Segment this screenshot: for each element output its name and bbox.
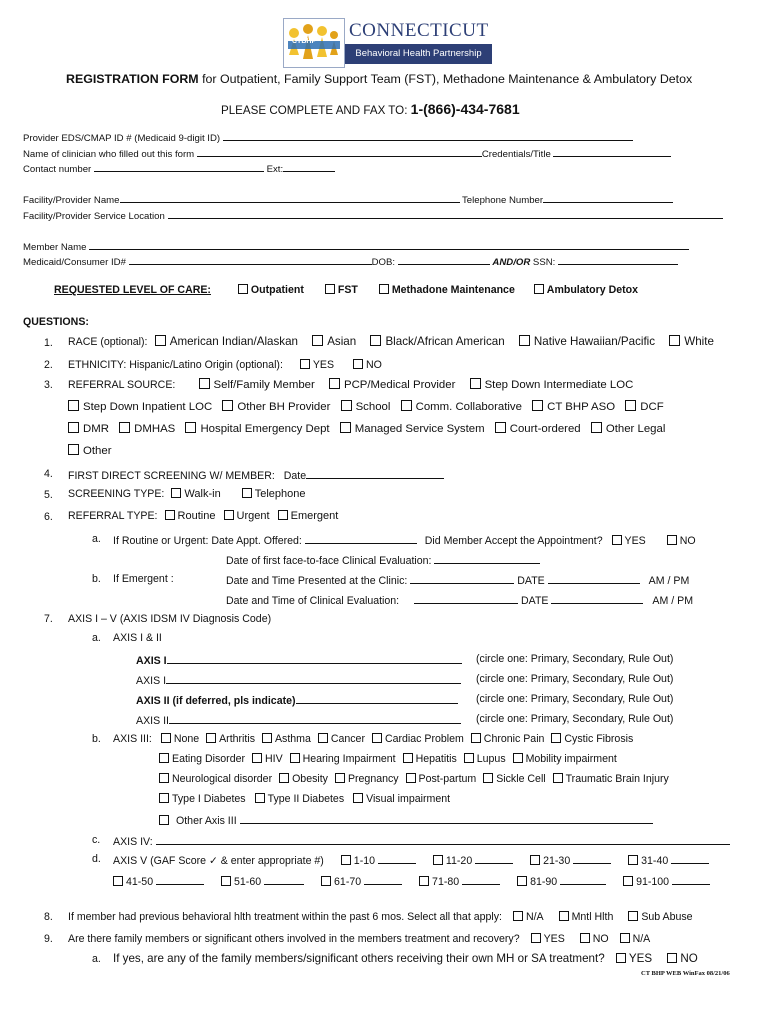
q6b-label: If Emergent :	[113, 573, 174, 585]
eval-date-field[interactable]	[551, 593, 643, 604]
q9a-row	[113, 952, 698, 965]
referral-school[interactable]: School	[341, 401, 391, 413]
q7b-letter: b.	[92, 733, 101, 745]
logo	[283, 18, 492, 66]
accept-appt-label: Did Member Accept the Appointment?	[424, 535, 603, 547]
axis3-row3	[159, 773, 669, 785]
checkbox-icon[interactable]	[159, 815, 169, 825]
checkbox-icon[interactable]	[401, 400, 412, 411]
axis5-row1	[113, 853, 709, 867]
checkbox-icon[interactable]	[559, 911, 569, 921]
medicaid-label: Medicaid/Consumer ID#	[23, 257, 126, 268]
checkbox-icon[interactable]	[353, 793, 363, 803]
ssn-label: SSN:	[532, 257, 556, 268]
gaf-option[interactable]: 31-40	[628, 855, 709, 867]
checkbox-icon[interactable]	[221, 876, 231, 886]
axis3-row4	[159, 793, 450, 805]
axis3-option[interactable]: HIV	[252, 753, 283, 765]
q7d-letter: d.	[92, 853, 101, 865]
service-location-field[interactable]	[168, 208, 723, 219]
referral-ctbhp-aso[interactable]: CT BHP ASO	[532, 401, 615, 413]
form-title	[66, 72, 692, 86]
family-no[interactable]: NO	[580, 933, 609, 945]
checkbox-icon[interactable]	[667, 535, 677, 545]
referral-stepdown-intermediate[interactable]: Step Down Intermediate LOC	[470, 379, 634, 391]
appt-offered-field[interactable]	[305, 533, 417, 544]
q6-num: 6.	[44, 511, 53, 523]
checkbox-icon[interactable]	[616, 953, 626, 963]
race-native-hawaiian[interactable]: Native Hawaiian/Pacific	[519, 335, 655, 348]
axis3-option[interactable]: Mobility impairment	[513, 753, 617, 765]
axis4-label: AXIS IV:	[113, 836, 153, 848]
checkbox-icon[interactable]	[242, 488, 252, 498]
q9-row	[68, 933, 650, 945]
presented-label: Date and Time Presented at the Clinic:	[226, 575, 408, 587]
loc-methadone[interactable]: Methadone Maintenance	[379, 284, 515, 296]
checkbox-icon[interactable]	[513, 911, 523, 921]
ssn-field[interactable]	[558, 254, 678, 265]
checkbox-icon[interactable]	[341, 400, 352, 411]
axis-row-field[interactable]	[296, 693, 458, 704]
checkbox-icon[interactable]	[372, 733, 382, 743]
checkbox-icon[interactable]	[159, 753, 169, 763]
axis3-option[interactable]: Type II Diabetes	[255, 793, 345, 805]
axis-row-field[interactable]	[167, 653, 462, 664]
checkbox-icon[interactable]	[199, 378, 210, 389]
axis-row-label: AXIS II (if deferred, pls indicate)	[136, 695, 296, 707]
q7a-letter: a.	[92, 632, 101, 644]
presented-ampm[interactable]: AM / PM	[648, 575, 690, 587]
questions-heading: QUESTIONS:	[23, 316, 89, 328]
axis3-option[interactable]: Sickle Cell	[483, 773, 545, 785]
referral-other-legal[interactable]: Other Legal	[591, 423, 666, 435]
clinician-field[interactable]	[197, 146, 482, 157]
first-eval-label: Date of first face-to-face Clinical Evaluation:	[226, 555, 432, 567]
checkbox-icon[interactable]	[612, 535, 622, 545]
checkbox-icon[interactable]	[495, 422, 506, 433]
q7a-label: AXIS I & II	[113, 632, 162, 644]
credentials-field[interactable]	[553, 146, 671, 157]
axis3-option[interactable]: Obesity	[279, 773, 328, 785]
checkbox-icon[interactable]	[252, 753, 262, 763]
checkbox-icon[interactable]	[68, 422, 79, 433]
presented-time-field[interactable]	[410, 573, 514, 584]
clinician-label: Name of clinician who filled out this form	[23, 149, 195, 160]
checkbox-icon[interactable]	[255, 793, 265, 803]
checkbox-icon[interactable]	[321, 876, 331, 886]
gaf-option[interactable]: 81-90	[517, 876, 606, 888]
checkbox-icon[interactable]	[419, 876, 429, 886]
q6a-letter: a.	[92, 533, 101, 545]
family-tx-yes[interactable]: YES	[616, 952, 652, 965]
checkbox-icon[interactable]	[464, 753, 474, 763]
loc-fst[interactable]: FST	[325, 284, 358, 296]
checkbox-icon[interactable]	[185, 422, 196, 433]
checkbox-icon[interactable]	[159, 793, 169, 803]
ext-label: Ext:	[266, 164, 284, 175]
axis-row-field[interactable]	[166, 673, 461, 684]
prev-tx-mntl-hlth[interactable]: Mntl Hlth	[559, 911, 614, 923]
gaf-option[interactable]: 61-70	[321, 876, 402, 888]
axis-circle-one[interactable]: (circle one: Primary, Secondary, Rule Out)	[476, 673, 674, 685]
checkbox-icon[interactable]	[519, 335, 530, 346]
axis3-row1	[113, 733, 633, 745]
axis3-option[interactable]: Traumatic Brain Injury	[553, 773, 669, 785]
q3-row2	[68, 400, 664, 413]
loc-ambulatory-detox[interactable]: Ambulatory Detox	[534, 284, 638, 296]
loc-outpatient[interactable]: Outpatient	[238, 284, 304, 296]
checkbox-icon[interactable]	[238, 284, 248, 294]
screening-date-field[interactable]	[306, 468, 444, 479]
axis3-option[interactable]: Post-partum	[406, 773, 477, 785]
checkbox-icon[interactable]	[155, 335, 166, 346]
referral-stepdown-inpatient[interactable]: Step Down Inpatient LOC	[68, 401, 212, 413]
axis5-label: AXIS V (GAF Score ✓ & enter appropriate #)	[113, 855, 324, 867]
checkbox-icon[interactable]	[379, 284, 389, 294]
axis-row-field[interactable]	[169, 713, 461, 724]
checkbox-icon[interactable]	[517, 876, 527, 886]
axis3-option[interactable]: Visual impairment	[353, 793, 450, 805]
race-asian[interactable]: Asian	[312, 335, 356, 348]
ethnicity-no[interactable]: NO	[353, 359, 382, 371]
ethnicity-yes[interactable]: YES	[300, 359, 334, 371]
referral-self[interactable]: Self/Family Member	[199, 379, 315, 391]
q5-row	[68, 488, 306, 500]
gaf-option[interactable]: 11-20	[433, 855, 513, 867]
q5-num: 5.	[44, 489, 53, 501]
axis-row	[136, 713, 461, 727]
q5-label: SCREENING TYPE:	[68, 488, 165, 500]
axis-row-label: AXIS I	[136, 675, 167, 687]
provider-id-label: Provider EDS/CMAP ID # (Medicaid 9-digit ID)	[23, 133, 221, 144]
q8-row	[68, 911, 693, 923]
gaf-option[interactable]: 91-100	[623, 876, 710, 888]
referral-court-ordered[interactable]: Court-ordered	[495, 423, 581, 435]
checkbox-icon[interactable]	[119, 422, 130, 433]
screening-telephone[interactable]: Telephone	[242, 488, 306, 500]
facility-name-label: Facility/Provider Name	[23, 195, 120, 206]
axis4-field[interactable]	[156, 834, 730, 845]
axis3-option[interactable]: Lupus	[464, 753, 506, 765]
checkbox-icon[interactable]	[513, 753, 523, 763]
q9a-letter: a.	[92, 953, 101, 965]
checkbox-icon[interactable]	[325, 284, 335, 294]
checkbox-icon[interactable]	[318, 733, 328, 743]
checkbox-icon[interactable]	[406, 773, 416, 783]
q9-label: Are there family members or significant others involved in the members treatment and recovery?	[68, 933, 520, 945]
q7-label: AXIS I – V (AXIS IDSM IV Diagnosis Code)	[68, 613, 272, 625]
referral-other-bh[interactable]: Other BH Provider	[222, 401, 330, 413]
checkbox-icon[interactable]	[206, 733, 216, 743]
checkbox-icon[interactable]	[483, 773, 493, 783]
checkbox-icon[interactable]	[471, 733, 481, 743]
contact-field[interactable]	[94, 161, 264, 172]
q1-num: 1.	[44, 337, 53, 349]
q6b-letter: b.	[92, 573, 101, 585]
checkbox-icon[interactable]	[279, 773, 289, 783]
appt-offered-label: Date Appt. Offered:	[211, 535, 302, 547]
logo-title: CONNECTICUT	[349, 20, 489, 41]
gaf-option[interactable]: 1-10	[341, 855, 416, 867]
q8-label: If member had previous behavioral hlth treatment within the past 6 mos. Select all that apply:	[68, 911, 502, 923]
q3-row1	[68, 378, 633, 391]
axis3-option[interactable]: Asthma	[262, 733, 311, 745]
level-of-care-row	[54, 284, 638, 296]
presented-row	[226, 573, 689, 587]
axis-circle-one[interactable]: (circle one: Primary, Secondary, Rule Out)	[476, 693, 674, 705]
axis3-other-field[interactable]	[240, 813, 653, 824]
checkbox-icon[interactable]	[171, 488, 181, 498]
facility-name-field[interactable]	[120, 192, 460, 203]
q6a-row	[113, 533, 696, 547]
axis3-option[interactable]: Arthritis	[206, 733, 255, 745]
first-eval-row	[226, 553, 540, 567]
axis-row	[136, 693, 458, 707]
screening-walk-in[interactable]: Walk-in	[171, 488, 220, 500]
checkbox-icon[interactable]	[531, 933, 541, 943]
checkbox-icon[interactable]	[278, 510, 288, 520]
checkbox-icon[interactable]	[553, 773, 563, 783]
footer-code: CT BHP WEB WinFax 08/21/06	[641, 970, 730, 977]
axis3-option[interactable]: Cardiac Problem	[372, 733, 464, 745]
telephone-label: Telephone Number	[462, 195, 544, 206]
contact-label: Contact number	[23, 164, 92, 175]
gaf-option[interactable]: 41-50	[113, 876, 204, 888]
checkbox-icon[interactable]	[300, 359, 310, 369]
axis3-row5	[159, 813, 653, 827]
q7-num: 7.	[44, 613, 53, 625]
race-white[interactable]: White	[669, 335, 714, 348]
checkbox-icon[interactable]	[530, 855, 540, 865]
accept-yes[interactable]: YES	[612, 535, 646, 547]
referral-managed-service[interactable]: Managed Service System	[340, 423, 485, 435]
q1-label: RACE (optional):	[68, 336, 148, 348]
checkbox-icon[interactable]	[161, 733, 171, 743]
service-location-label: Facility/Provider Service Location	[23, 211, 165, 222]
q3-label: REFERRAL SOURCE:	[68, 379, 176, 391]
checkbox-icon[interactable]	[335, 773, 345, 783]
gaf-option[interactable]: 71-80	[419, 876, 500, 888]
logo-subtitle: Behavioral Health Partnership	[345, 44, 492, 64]
checkbox-icon[interactable]	[580, 933, 590, 943]
andor-label: AND/OR	[492, 257, 531, 268]
q4-row	[68, 468, 444, 482]
provider-id-row	[23, 130, 633, 144]
member-name-label: Member Name	[23, 242, 87, 253]
checkbox-icon[interactable]	[68, 400, 79, 411]
member-name-field[interactable]	[89, 239, 689, 250]
referral-comm-collaborative[interactable]: Comm. Collaborative	[401, 401, 522, 413]
q3-row4	[68, 444, 112, 457]
axis5-row2	[113, 874, 710, 888]
checkbox-icon[interactable]	[312, 335, 323, 346]
medicaid-field[interactable]	[129, 254, 372, 265]
checkbox-icon[interactable]	[667, 953, 677, 963]
axis3-option[interactable]: None	[161, 733, 199, 745]
fax-number: 1-(866)-434-7681	[410, 101, 520, 117]
q3-row3	[68, 422, 665, 435]
level-of-care-label: REQUESTED LEVEL OF CARE:	[54, 284, 211, 296]
axis3-option[interactable]: Eating Disorder	[159, 753, 245, 765]
gaf-option[interactable]: 21-30	[530, 855, 611, 867]
family-yes[interactable]: YES	[531, 933, 565, 945]
checkbox-icon[interactable]	[262, 733, 272, 743]
member-name-row	[23, 239, 689, 253]
q4-label: FIRST DIRECT SCREENING W/ MEMBER:	[68, 470, 275, 482]
axis-row-label: AXIS II	[136, 715, 169, 727]
axis-circle-one[interactable]: (circle one: Primary, Secondary, Rule Out)	[476, 653, 674, 665]
axis4-row	[113, 834, 730, 848]
checkbox-icon[interactable]	[159, 773, 169, 783]
checkbox-icon[interactable]	[669, 335, 680, 346]
checkbox-icon[interactable]	[165, 510, 175, 520]
medicaid-row	[23, 254, 678, 268]
checkbox-icon[interactable]	[620, 933, 630, 943]
axis3-label: AXIS III:	[113, 733, 152, 745]
q7c-letter: c.	[92, 834, 101, 846]
provider-id-field[interactable]	[223, 130, 633, 141]
q6a-label: If Routine or Urgent:	[113, 535, 209, 547]
referral-other[interactable]: Other	[68, 445, 112, 457]
presented-date-label: DATE	[517, 575, 545, 587]
checkbox-icon[interactable]	[68, 444, 79, 455]
dob-label: DOB:	[371, 257, 396, 268]
axis3-option[interactable]: Hearing Impairment	[290, 753, 396, 765]
axis3-option[interactable]: Pregnancy	[335, 773, 399, 785]
checkbox-icon[interactable]	[623, 876, 633, 886]
referral-pcp[interactable]: PCP/Medical Provider	[329, 379, 455, 391]
q6-row	[68, 510, 338, 522]
checkbox-icon[interactable]	[628, 911, 638, 921]
q4-date-label: Date	[283, 470, 307, 482]
axis-row	[136, 653, 462, 667]
race-black[interactable]: Black/African American	[370, 335, 504, 348]
presented-date-field[interactable]	[548, 573, 640, 584]
prev-tx-na[interactable]: N/A	[513, 911, 544, 923]
q2-label: ETHNICITY: Hispanic/Latino Origin (optional):	[68, 359, 283, 371]
referral-type-urgent[interactable]: Urgent	[224, 510, 270, 522]
checkbox-icon[interactable]	[534, 284, 544, 294]
checkbox-icon[interactable]	[591, 422, 602, 433]
checkbox-icon[interactable]	[340, 422, 351, 433]
fax-line	[221, 101, 520, 117]
referral-dmhas[interactable]: DMHAS	[119, 423, 175, 435]
accept-no[interactable]: NO	[667, 535, 696, 547]
eval-ampm[interactable]: AM / PM	[652, 595, 694, 607]
q8-num: 8.	[44, 911, 53, 923]
checkbox-icon[interactable]	[628, 855, 638, 865]
facility-row	[23, 192, 673, 206]
form-title-rest: for Outpatient, Family Support Team (FST), Methadone Maintenance & Ambulatory Detox	[198, 72, 693, 86]
eval-date-label: DATE	[521, 595, 549, 607]
checkbox-icon[interactable]	[433, 855, 443, 865]
gaf-option[interactable]: 51-60	[221, 876, 304, 888]
axis3-option[interactable]: Hepatitis	[403, 753, 457, 765]
referral-hospital-ed[interactable]: Hospital Emergency Dept	[185, 423, 329, 435]
checkbox-icon[interactable]	[290, 753, 300, 763]
checkbox-icon[interactable]	[551, 733, 561, 743]
axis-row-label: AXIS I	[136, 655, 167, 667]
credentials-label: Credentials/Title	[481, 149, 551, 160]
axis3-option[interactable]: Cystic Fibrosis	[551, 733, 633, 745]
q9a-label: If yes, are any of the family members/significant others receiving their own MH or SA treatment?	[113, 952, 605, 965]
q3-num: 3.	[44, 379, 53, 391]
checkbox-icon[interactable]	[403, 753, 413, 763]
clinician-row	[23, 146, 671, 160]
axis3-option[interactable]: Cancer	[318, 733, 365, 745]
q1-row	[68, 335, 714, 348]
first-eval-field[interactable]	[434, 553, 540, 564]
q9-num: 9.	[44, 933, 53, 945]
checkbox-icon[interactable]	[370, 335, 381, 346]
q4-num: 4.	[44, 468, 53, 480]
checkbox-icon[interactable]	[625, 400, 636, 411]
family-na[interactable]: N/A	[620, 933, 651, 945]
checkbox-icon[interactable]	[341, 855, 351, 865]
q2-num: 2.	[44, 359, 53, 371]
checkbox-icon[interactable]	[353, 359, 363, 369]
contact-row	[23, 161, 335, 175]
race-american-indian[interactable]: American Indian/Alaskan	[155, 335, 298, 348]
axis3-row2	[159, 753, 617, 765]
dob-field[interactable]	[398, 254, 490, 265]
axis3-other[interactable]: Other Axis III	[159, 815, 237, 827]
axis3-option[interactable]: Chronic Pain	[471, 733, 545, 745]
axis3-option[interactable]: Neurological disorder	[159, 773, 272, 785]
checkbox-icon[interactable]	[224, 510, 234, 520]
ext-field[interactable]	[283, 161, 335, 172]
eval-time-field[interactable]	[414, 593, 518, 604]
eval-time-row	[226, 593, 693, 607]
referral-dmr[interactable]: DMR	[68, 423, 109, 435]
eval-time-label: Date and Time of Clinical Evaluation:	[226, 595, 400, 607]
checkbox-icon[interactable]	[113, 876, 123, 886]
checkbox-icon[interactable]	[329, 378, 340, 389]
checkbox-icon[interactable]	[532, 400, 543, 411]
referral-type-emergent[interactable]: Emergent	[278, 510, 339, 522]
logo-mark	[283, 18, 345, 68]
family-tx-no[interactable]: NO	[667, 952, 697, 965]
q2-row	[68, 359, 382, 371]
prev-tx-sub-abuse[interactable]: Sub Abuse	[628, 911, 692, 923]
axis-row	[136, 673, 461, 687]
service-location-row	[23, 208, 723, 222]
q6-label: REFERRAL TYPE:	[68, 510, 158, 522]
axis-circle-one[interactable]: (circle one: Primary, Secondary, Rule Out)	[476, 713, 674, 725]
axis3-option[interactable]: Type I Diabetes	[159, 793, 246, 805]
telephone-field[interactable]	[543, 192, 673, 203]
checkbox-icon[interactable]	[222, 400, 233, 411]
logo-mark-text: CTBHP	[292, 38, 317, 45]
checkbox-icon[interactable]	[470, 378, 481, 389]
fax-label: PLEASE COMPLETE AND FAX TO:	[221, 104, 411, 117]
referral-dcf[interactable]: DCF	[625, 401, 663, 413]
referral-type-routine[interactable]: Routine	[165, 510, 216, 522]
form-title-bold: REGISTRATION FORM	[66, 72, 199, 86]
